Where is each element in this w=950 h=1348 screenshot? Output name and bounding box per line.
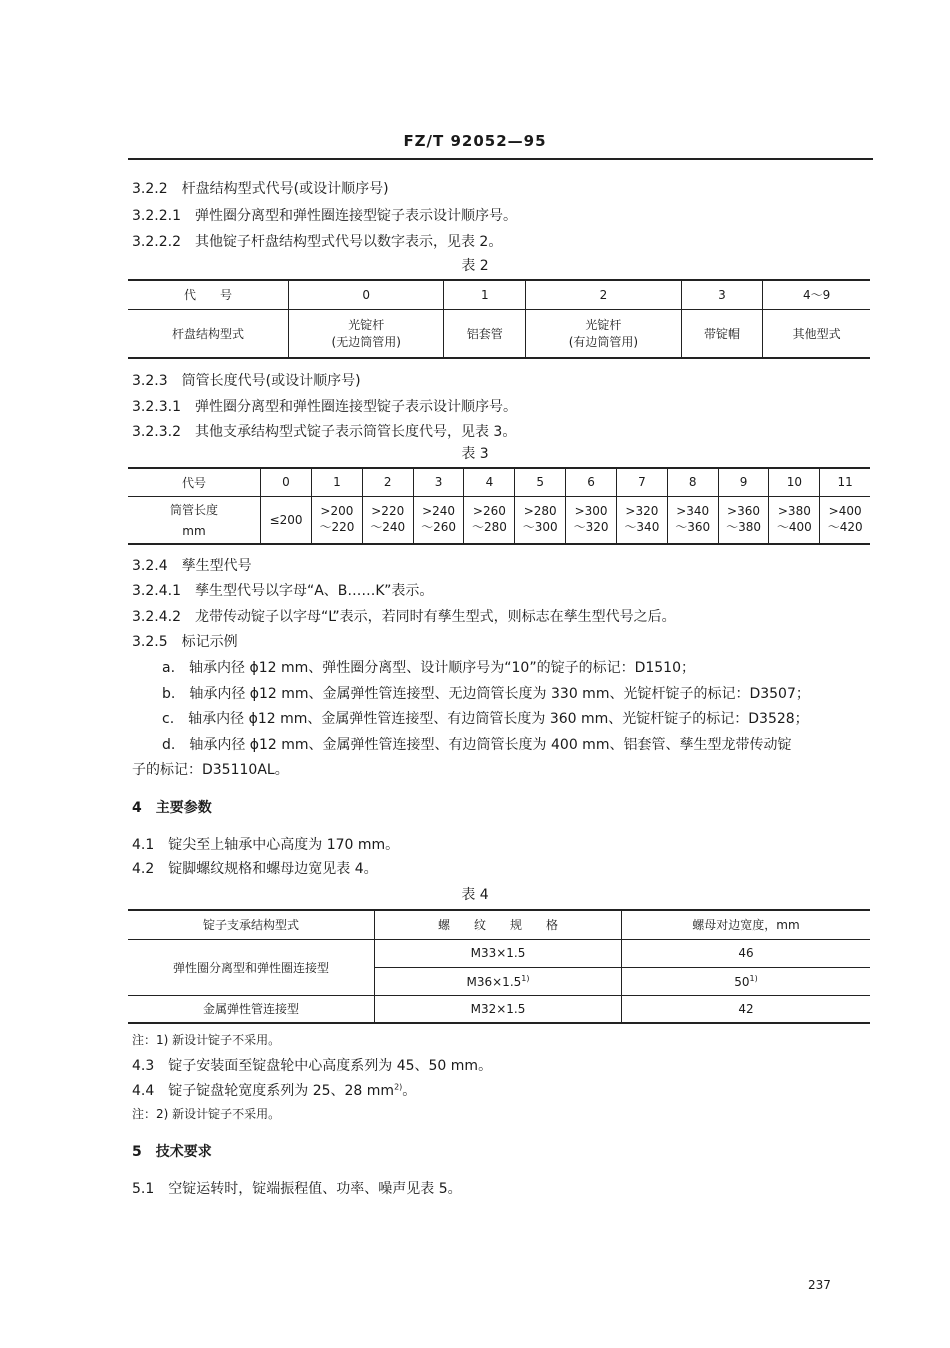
example-d-continued: 子的标记：D35110AL。	[132, 762, 289, 778]
section-5-heading: 5 技术要求	[132, 1144, 212, 1160]
clause-3-2-2-1: 3.2.2.1 弹性圈分离型和弹性圈连接型锭子表示设计顺序号。	[132, 208, 517, 224]
example-d: d. 轴承内径 ϕ12 mm、金属弹性管连接型、有边筒管长度为 400 mm、铝套管、孳生型龙带传动锭	[162, 737, 792, 753]
table3-header-cell: 4	[464, 468, 515, 496]
table3-cell: ≤200	[261, 496, 312, 544]
table2-cell: 光锭杆 (无边筒管用)	[289, 309, 444, 358]
standard-header: FZ/T 92052—95	[403, 132, 547, 150]
table2-header-cell: 4～9	[763, 280, 870, 309]
table3-header-cell: 11	[820, 468, 870, 496]
table-2	[128, 279, 870, 359]
clause-4-1: 4.1 锭尖至上轴承中心高度为 170 mm。	[132, 837, 400, 853]
table3-header-cell: 8	[667, 468, 718, 496]
clause-3-2-4: 3.2.4 孳生型代号	[132, 558, 252, 574]
clause-3-2-4-2: 3.2.4.2 龙带传动锭子以字母“L”表示，若同时有孳生型式，则标志在孳生型代号之后。	[132, 609, 676, 625]
table3-header-cell: 10	[769, 468, 820, 496]
table2-caption: 表 2	[461, 258, 489, 274]
table2-header-cell: 3	[681, 280, 763, 309]
table3-header-cell: 0	[261, 468, 312, 496]
clause-3-2-3: 3.2.3 筒管长度代号(或设计顺序号)	[132, 373, 361, 389]
table3-cell: >300 ～320	[566, 496, 617, 544]
note-2: 注：2) 新设计锭子不采用。	[132, 1107, 281, 1121]
clause-3-2-3-1: 3.2.3.1 弹性圈分离型和弹性圈连接型锭子表示设计顺序号。	[132, 399, 517, 415]
table2-header-cell: 代 号	[128, 280, 289, 309]
table3-cell: >240 ～260	[413, 496, 464, 544]
table3-row-label: 筒管长度 mm	[128, 496, 261, 544]
table4-cell: M33×1.5	[375, 939, 622, 967]
table4-header-cell: 锭子支承结构型式	[128, 910, 375, 939]
table2-header-cell: 2	[526, 280, 681, 309]
table4-cell: 42	[622, 995, 871, 1023]
clause-5-1: 5.1 空锭运转时，锭端振程值、功率、噪声见表 5。	[132, 1181, 462, 1197]
table3-header-cell: 3	[413, 468, 464, 496]
example-a: a. 轴承内径 ϕ12 mm、弹性圈分离型、设计顺序号为“10”的锭子的标记：D1510；	[162, 660, 695, 676]
table4-cell: 46	[622, 939, 871, 967]
table4-row-label: 弹性圈分离型和弹性圈连接型	[128, 939, 375, 995]
example-c: c. 轴承内径 ϕ12 mm、金属弹性管连接型、有边筒管长度为 360 mm、光锭杆锭子的标记：D3528；	[162, 711, 809, 727]
example-b: b. 轴承内径 ϕ12 mm、金属弹性管连接型、无边筒管长度为 330 mm、光锭杆锭子的标记：D3507；	[162, 686, 810, 702]
table2-cell: 光锭杆 (有边筒管用)	[526, 309, 681, 358]
table-3	[128, 467, 870, 545]
table3-cell: >340 ～360	[667, 496, 718, 544]
table3-header-cell: 1	[312, 468, 363, 496]
table3-cell: >380 ～400	[769, 496, 820, 544]
table2-cell: 其他型式	[763, 309, 870, 358]
table3-cell: >360 ～380	[718, 496, 769, 544]
clause-4-3: 4.3 锭子安装面至锭盘轮中心高度系列为 45、50 mm。	[132, 1058, 493, 1074]
table3-header-cell: 7	[616, 468, 667, 496]
table4-header-cell: 螺母对边宽度，mm	[622, 910, 871, 939]
table4-cell: $M36\times 1.5^{1)}$	[375, 967, 622, 995]
table4-row-label: 金属弹性管连接型	[128, 995, 375, 1023]
clause-3-2-5: 3.2.5 标记示例	[132, 634, 238, 650]
table3-header-cell: 2	[362, 468, 413, 496]
table4-cell: M32×1.5	[375, 995, 622, 1023]
table3-cell: >400 ～420	[820, 496, 870, 544]
clause-3-2-3-2: 3.2.3.2 其他支承结构型式锭子表示筒管长度代号，见表 3。	[132, 424, 517, 440]
table2-cell: 铝套管	[444, 309, 526, 358]
clause-4-4: 4.4 锭子锭盘轮宽度系列为 25、28 $mm^{2)}$。	[132, 1082, 417, 1099]
table3-cell: >280 ～300	[515, 496, 566, 544]
clause-3-2-2: 3.2.2 杆盘结构型式代号(或设计顺序号)	[132, 181, 389, 197]
header-rule	[128, 158, 873, 160]
clause-3-2-4-1: 3.2.4.1 孳生型代号以字母“A、B……K”表示。	[132, 583, 434, 599]
clause-3-2-2-2: 3.2.2.2 其他锭子杆盘结构型式代号以数字表示，见表 2。	[132, 234, 503, 250]
note-1: 注：1) 新设计锭子不采用。	[132, 1033, 281, 1047]
table3-header-cell: 6	[566, 468, 617, 496]
table-4	[128, 909, 870, 1024]
table2-row-label: 杆盘结构型式	[128, 309, 289, 358]
table3-cell: >220 ～240	[362, 496, 413, 544]
table3-header-cell: 代号	[128, 468, 261, 496]
table4-header-cell: 螺 纹 规 格	[375, 910, 622, 939]
table3-cell: >320 ～340	[616, 496, 667, 544]
table3-cell: >260 ～280	[464, 496, 515, 544]
table2-cell: 带锭帽	[681, 309, 763, 358]
table4-caption: 表 4	[461, 887, 489, 903]
table4-cell: 50$^{1)}$	[622, 967, 871, 995]
page-number: 237	[808, 1278, 831, 1292]
table2-header-cell: 1	[444, 280, 526, 309]
table3-cell: >200 ～220	[312, 496, 363, 544]
table3-header-cell: 9	[718, 468, 769, 496]
clause-4-2: 4.2 锭脚螺纹规格和螺母边宽见表 4。	[132, 861, 378, 877]
table2-header-cell: 0	[289, 280, 444, 309]
table3-header-cell: 5	[515, 468, 566, 496]
table3-caption: 表 3	[461, 446, 489, 462]
section-4-heading: 4 主要参数	[132, 800, 212, 816]
